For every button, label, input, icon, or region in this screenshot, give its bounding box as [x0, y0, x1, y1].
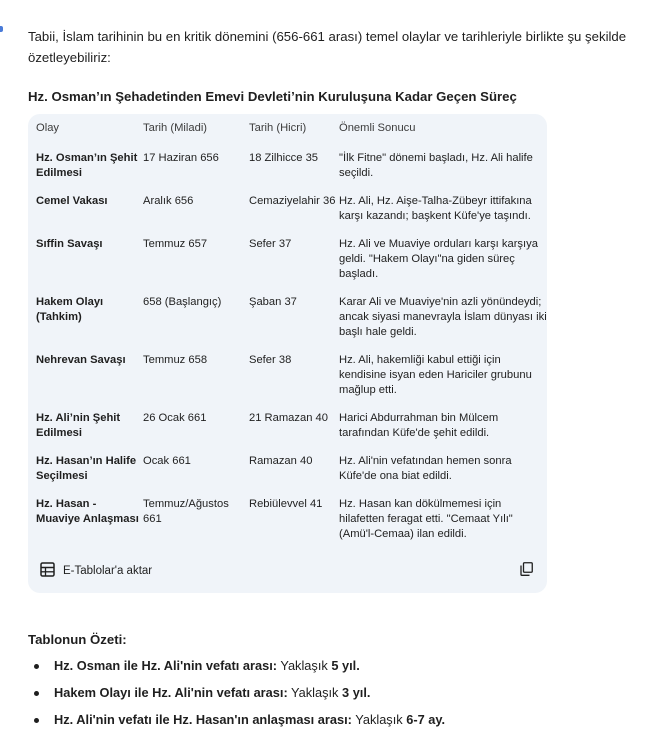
- response-content: [28, 0, 628, 738]
- hicri-cell: Sefer 37: [249, 238, 292, 250]
- hicri-cell: 18 Zilhicce 35: [249, 152, 319, 164]
- table-row: [28, 454, 547, 497]
- hicri-cell: Rebiülevvel 41: [249, 498, 323, 510]
- table-card: [28, 114, 547, 593]
- event-cell: Hz. Hasan’ın Halife Seçilmesi: [36, 455, 137, 482]
- header-olay: Olay: [36, 122, 60, 134]
- summary-prefix: Yaklaşık: [355, 712, 407, 727]
- bullet-icon: [34, 718, 39, 723]
- hicri-cell: Şaban 37: [249, 296, 297, 308]
- table-grid-icon: [40, 562, 55, 580]
- summary-title: Tablonun Özeti:: [28, 632, 127, 647]
- event-cell: Hz. Osman’ın Şehit Edilmesi: [36, 152, 138, 179]
- bullet-icon: [34, 664, 39, 669]
- hicri-cell: Cemaziyelahir 36: [249, 195, 336, 207]
- hicri-cell: Ramazan 40: [249, 455, 313, 467]
- export-label: E-Tablolar'a aktar: [63, 565, 153, 577]
- result-cell: Hz. Ali'nin vefatından hemen sonra Küfe'de ona biat edildi.: [339, 455, 512, 482]
- table-header-row: [28, 118, 547, 151]
- table-row: [28, 151, 547, 194]
- events-table: [28, 118, 547, 555]
- summary-value: 6-7 ay.: [406, 712, 446, 727]
- miladi-cell: 17 Haziran 656: [143, 152, 219, 164]
- miladi-cell: 26 Ocak 661: [143, 412, 207, 424]
- table-row: [28, 411, 547, 454]
- event-cell: Sıffin Savaşı: [36, 238, 103, 250]
- result-cell: Harici Abdurrahman bin Mülcem tarafından Küfe'de şehit edildi.: [339, 412, 499, 439]
- event-cell: Nehrevan Savaşı: [36, 354, 126, 366]
- summary-item: [28, 657, 628, 675]
- miladi-cell: Temmuz 657: [143, 238, 208, 250]
- event-cell: Hz. Hasan - Muaviye Anlaşması: [36, 498, 139, 525]
- table-row: [28, 497, 547, 555]
- result-cell: Hz. Ali, Hz. Aişe-Talha-Zübeyr ittifakına karşı kazandı; başkent Küfe'ye taşındı.: [339, 195, 532, 222]
- miladi-cell: 658 (Başlangıç): [143, 296, 222, 308]
- copy-table-button[interactable]: [520, 562, 533, 581]
- event-cell: Cemel Vakası: [36, 195, 108, 207]
- summary-value: 5 yıl.: [331, 658, 360, 673]
- result-cell: "İlk Fitne" dönemi başladı, Hz. Ali halife seçildi.: [339, 152, 533, 179]
- table-row: [28, 194, 547, 237]
- event-cell: Hz. Ali’nin Şehit Edilmesi: [36, 412, 121, 439]
- result-cell: Karar Ali ve Muaviye'nin azli yönündeydi; ancak siyasi manevrayla İslam dünyası iki başlı hale geldi.: [339, 296, 547, 338]
- summary-list: [28, 657, 628, 729]
- summary-label: Hz. Ali'nin vefatı ile Hz. Hasan'ın anlaşması arası:: [54, 712, 352, 727]
- header-sonuc: Önemli Sonucu: [339, 122, 416, 134]
- result-cell: Hz. Ali ve Muaviye orduları karşı karşıya geldi. "Hakem Olayı"na giden süreç başladı.: [339, 238, 538, 280]
- header-miladi: Tarih (Miladi): [143, 122, 208, 134]
- result-cell: Hz. Hasan kan dökülmemesi için hilafetten feragat etti. "Cemaat Yılı" (Amü'l-Cemaa) ilan edildi.: [339, 498, 513, 540]
- header-hicri: Tarih (Hicri): [249, 122, 307, 134]
- copy-icon: [520, 562, 533, 581]
- summary-value: 3 yıl.: [342, 685, 371, 700]
- miladi-cell: Ocak 661: [143, 455, 191, 467]
- scroll-indicator: [0, 26, 3, 32]
- summary-label: Hz. Osman ile Hz. Ali'nin vefatı arası:: [54, 658, 278, 673]
- event-cell: Hakem Olayı (Tahkim): [36, 296, 104, 323]
- summary-item: [28, 711, 628, 729]
- summary-item: [28, 684, 628, 702]
- miladi-cell: Aralık 656: [143, 195, 194, 207]
- section-title: Hz. Osman’ın Şehadetinden Emevi Devleti’nin Kuruluşuna Kadar Geçen Süreç: [28, 89, 517, 104]
- summary-label: Hakem Olayı ile Hz. Ali'nin vefatı arası:: [54, 685, 288, 700]
- miladi-cell: Temmuz/Ağustos 661: [143, 498, 229, 525]
- table-footer: [28, 555, 547, 583]
- hicri-cell: 21 Ramazan 40: [249, 412, 328, 424]
- bullet-icon: [34, 691, 39, 696]
- export-to-sheets-button[interactable]: [40, 562, 152, 580]
- miladi-cell: Temmuz 658: [143, 354, 208, 366]
- result-cell: Hz. Ali, hakemliği kabul ettiği için kendisine isyan eden Hariciler grubunu mağlup etti.: [339, 354, 532, 396]
- summary-prefix: Yaklaşık: [291, 685, 343, 700]
- summary-prefix: Yaklaşık: [280, 658, 332, 673]
- table-row: [28, 237, 547, 295]
- hicri-cell: Sefer 38: [249, 354, 292, 366]
- intro-text: Tabii, İslam tarihinin bu en kritik dönemini (656-661 arası) temel olaylar ve tarihleriyle birlikte şu şekilde özetleyebiliriz:: [28, 29, 627, 65]
- table-row: [28, 295, 547, 353]
- table-row: [28, 353, 547, 411]
